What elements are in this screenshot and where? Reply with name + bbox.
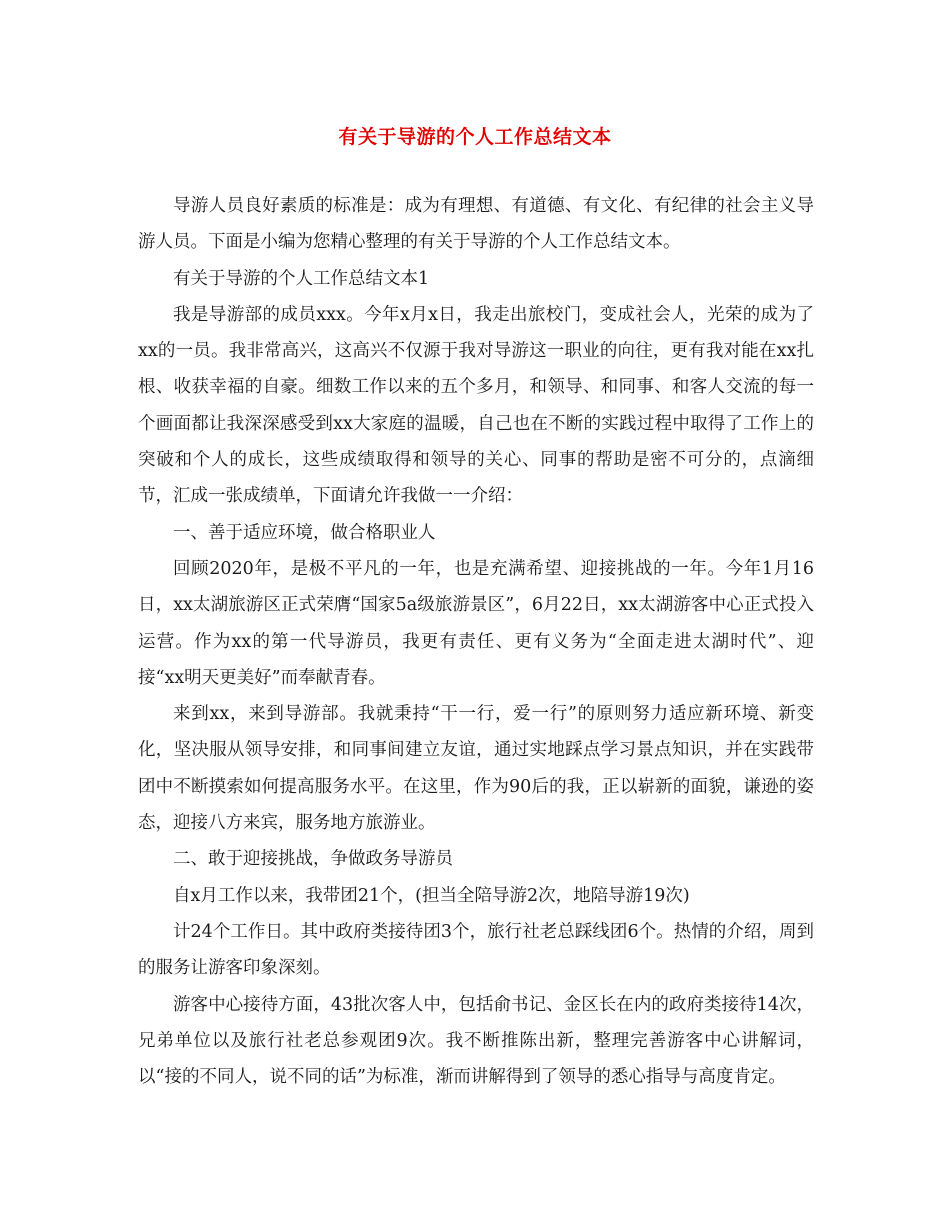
section-subtitle: 有关于导游的个人工作总结文本1 bbox=[173, 268, 430, 289]
section-heading: 一、善于适应环境，做合格职业人 bbox=[173, 522, 436, 543]
section-heading: 二、敢于迎接挑战，争做政务导游员 bbox=[173, 849, 453, 870]
body-paragraph: 来到xx，来到导游部。我就秉持“干一行，爱一行”的原则努力适应新环境、新变化，坚决服从领导安排，和同事间建立友谊，通过实地踩点学习景点知识，并在实践带团中不断摸索如何提高服务水平。在这里，作为90后的我，正以崭新的面貌，谦逊的姿态，迎接八方来宾，服务地方旅游业。 bbox=[138, 704, 814, 834]
body-paragraph: 计24个工作日。其中政府类接待团3个，旅行社老总踩线团6个。热情的介绍，周到的服务让游客印象深刻。 bbox=[138, 921, 814, 979]
body-paragraph: 自x月工作以来，我带团21个，(担当全陪导游2次，地陪导游19次) bbox=[173, 885, 690, 906]
document-body bbox=[138, 188, 814, 1095]
body-paragraph: 游客中心接待方面，43批次客人中，包括俞书记、金区长在内的政府类接待14次，兄弟单位以及旅行社老总参观团9次。我不断推陈出新，整理完善游客中心讲解词，以“接的不同人，说不同的话”为标准，渐而讲解得到了领导的悉心指导与高度肯定。 bbox=[138, 994, 814, 1088]
intro-paragraph: 导游人员良好素质的标准是：成为有理想、有道德、有文化、有纪律的社会主义导游人员。下面是小编为您精心整理的有关于导游的个人工作总结文本。 bbox=[138, 196, 814, 253]
body-paragraph: 回顾2020年，是极不平凡的一年，也是充满希望、迎接挑战的一年。今年1月16日，xx太湖旅游区正式荣膺“国家5a级旅游景区”，6月22日，xx太湖游客中心正式投入运营。作为xx的第一代导游员，我更有责任、更有义务为“全面走进太湖时代”、迎接“xx明天更美好”而奉献青春。 bbox=[138, 558, 814, 688]
body-paragraph: 我是导游部的成员xxx。今年x月x日，我走出旅校门，变成社会人，光荣的成为了xx的一员。我非常高兴，这高兴不仅源于我对导游这一职业的向往，更有我对能在xx扎根、收获幸福的自豪。细数工作以来的五个多月，和领导、和同事、和客人交流的每一个画面都让我深深感受到xx大家庭的温暖，自己也在不断的实践过程中取得了工作上的突破和个人的成长，这些成绩取得和领导的关心、同事的帮助是密不可分的，点滴细节，汇成一张成绩单，下面请允许我做一一介绍： bbox=[138, 304, 814, 507]
document-title: 有关于导游的个人工作总结文本 bbox=[338, 126, 612, 148]
